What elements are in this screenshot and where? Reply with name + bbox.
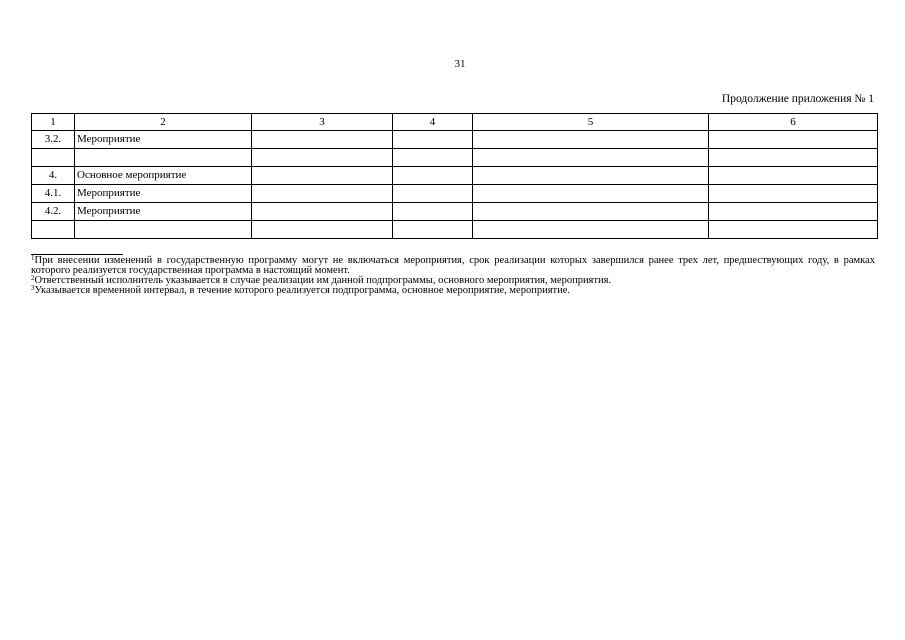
table-cell bbox=[252, 167, 393, 185]
column-header-6: 6 bbox=[709, 114, 878, 131]
appendix-continuation-note: Продолжение приложения № 1 bbox=[721, 93, 874, 105]
footnote-3 bbox=[31, 286, 875, 296]
table-cell: 3.2. bbox=[32, 131, 75, 149]
table-cell bbox=[709, 167, 878, 185]
table-cell bbox=[393, 149, 473, 167]
table-cell bbox=[709, 185, 878, 203]
table-cell: Мероприятие bbox=[75, 185, 252, 203]
table-cell bbox=[252, 149, 393, 167]
table-cell bbox=[32, 149, 75, 167]
table-cell bbox=[252, 131, 393, 149]
table-row bbox=[32, 149, 878, 167]
footnote-text-1: При внесении изменений в государственную программу могут не включаться мероприятия, срок реализации которых завершился ранее трех лет, предшествующих году, в рамках которого реализуется государственная программа в настоящий момент. bbox=[31, 255, 875, 276]
table-cell bbox=[709, 203, 878, 221]
table-row bbox=[32, 203, 878, 221]
table-cell bbox=[32, 221, 75, 239]
footnotes bbox=[31, 256, 875, 296]
footnote-1 bbox=[31, 256, 875, 276]
footnote-mark-2: 2 bbox=[31, 274, 35, 282]
table-cell bbox=[252, 185, 393, 203]
footnote-text-3: Указывается временной интервал, в течение которого реализуется подпрограмма, основное мероприятие, мероприятие. bbox=[34, 285, 571, 296]
column-header-3: 3 bbox=[252, 114, 393, 131]
table-cell bbox=[473, 185, 709, 203]
column-header-2: 2 bbox=[75, 114, 252, 131]
main-table bbox=[31, 113, 878, 239]
footnote-mark-1: 1 bbox=[31, 254, 35, 262]
table-cell bbox=[393, 167, 473, 185]
table-cell: Мероприятие bbox=[75, 203, 252, 221]
footnote-text-2: Ответственный исполнитель указывается в случае реализации им данной подпрограммы, основного мероприятия, мероприятия. bbox=[34, 275, 612, 286]
table-cell bbox=[473, 131, 709, 149]
table-cell bbox=[75, 221, 252, 239]
table-cell bbox=[252, 203, 393, 221]
table-header-row bbox=[32, 114, 878, 131]
table-cell bbox=[473, 167, 709, 185]
table-cell bbox=[709, 221, 878, 239]
table-cell bbox=[473, 203, 709, 221]
table-cell bbox=[252, 221, 393, 239]
table-cell bbox=[393, 221, 473, 239]
table-cell: 4.2. bbox=[32, 203, 75, 221]
table-cell: Мероприятие bbox=[75, 131, 252, 149]
table-row bbox=[32, 185, 878, 203]
table-row bbox=[32, 131, 878, 149]
table-row bbox=[32, 221, 878, 239]
column-header-4: 4 bbox=[393, 114, 473, 131]
table-cell bbox=[393, 131, 473, 149]
footnote-mark-3: 3 bbox=[31, 284, 35, 292]
table-cell: Основное мероприятие bbox=[75, 167, 252, 185]
table-cell bbox=[709, 131, 878, 149]
column-header-1: 1 bbox=[32, 114, 75, 131]
table-cell: 4.1. bbox=[32, 185, 75, 203]
table-cell bbox=[393, 203, 473, 221]
column-header-5: 5 bbox=[473, 114, 709, 131]
table-cell bbox=[393, 185, 473, 203]
table-cell bbox=[75, 149, 252, 167]
table-cell bbox=[473, 149, 709, 167]
table-row bbox=[32, 167, 878, 185]
table-cell bbox=[709, 149, 878, 167]
table-cell: 4. bbox=[32, 167, 75, 185]
table-cell bbox=[473, 221, 709, 239]
page-number: 31 bbox=[454, 58, 466, 70]
